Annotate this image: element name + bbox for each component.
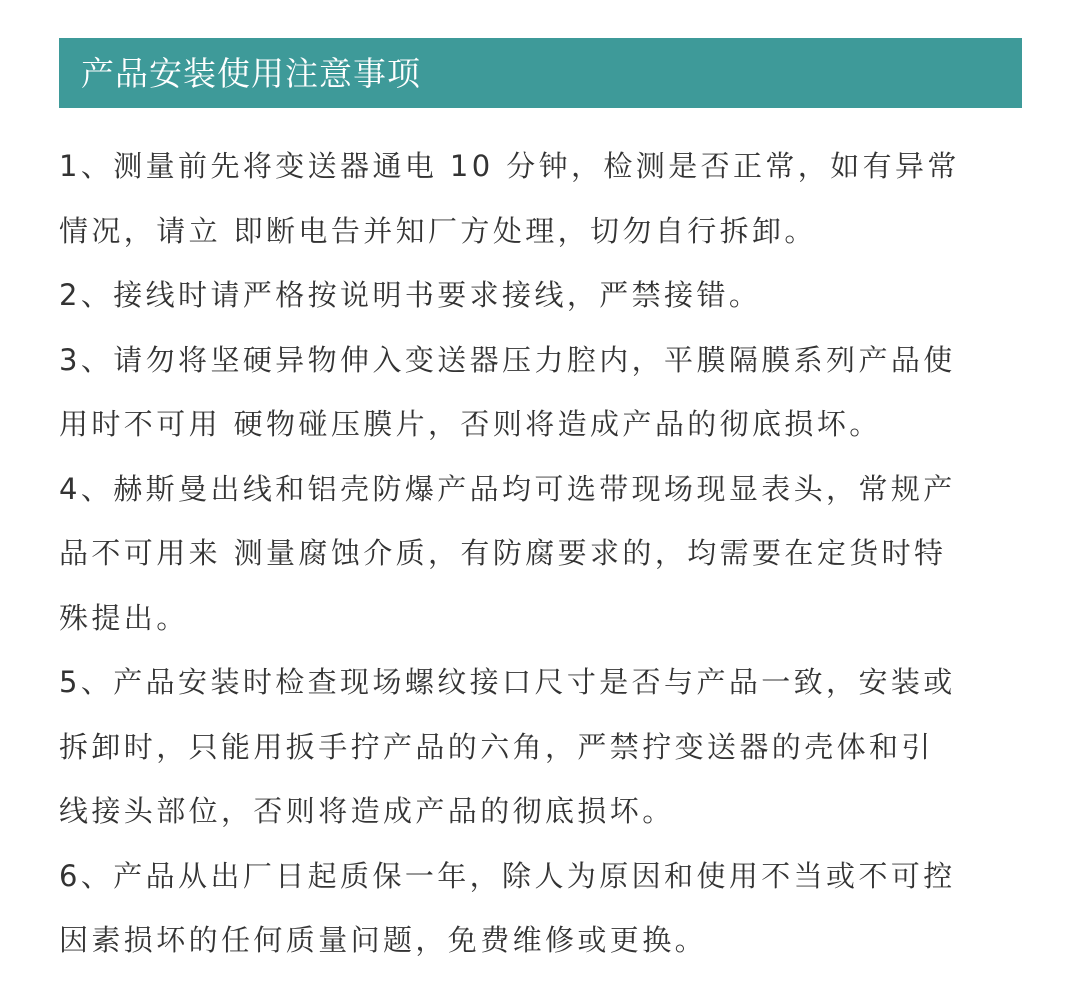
notice-line: 拆卸时，只能用扳手拧产品的六角，严禁拧变送器的壳体和引: [59, 729, 934, 764]
notice-line: 6、产品从出厂日起质保一年，除人为原因和使用不当或不可控: [59, 858, 956, 893]
notice-line: 5、产品安装时检查现场螺纹接口尺寸是否与产品一致，安装或: [59, 665, 956, 699]
notice-line: 3、请勿将坚硬异物伸入变送器压力腔内，平膜隔膜系列产品使: [59, 342, 956, 377]
notice-line: 用时不可用 硬物碰压膜片，否则将造成产品的彻底损坏。: [59, 407, 882, 441]
notice-line: 4、赫斯曼出线和铝壳防爆产品均可选带现场现显表头，常规产: [59, 471, 956, 506]
notice-line: 因素损坏的任何质量问题，免费维修或更换。: [59, 923, 708, 957]
notice-line: 2、接线时请严格按说明书要求接线，严禁接错。: [59, 278, 762, 312]
notice-line: 1、测量前先将变送器通电 10 分钟，检测是否正常，如有异常: [59, 149, 960, 183]
section-header-bar: [59, 38, 1022, 108]
notice-list: [59, 134, 1022, 973]
notice-line: 品不可用来 测量腐蚀介质，有防腐要求的，均需要在定货时特: [59, 536, 947, 570]
notice-line: 线接头部位，否则将造成产品的彻底损坏。: [59, 794, 675, 828]
notice-line: 殊提出。: [59, 600, 189, 635]
notice-line: 情况，请立 即断电告并知厂方处理，切勿自行拆卸。: [59, 213, 817, 248]
section-title: 产品安装使用注意事项: [81, 53, 421, 93]
